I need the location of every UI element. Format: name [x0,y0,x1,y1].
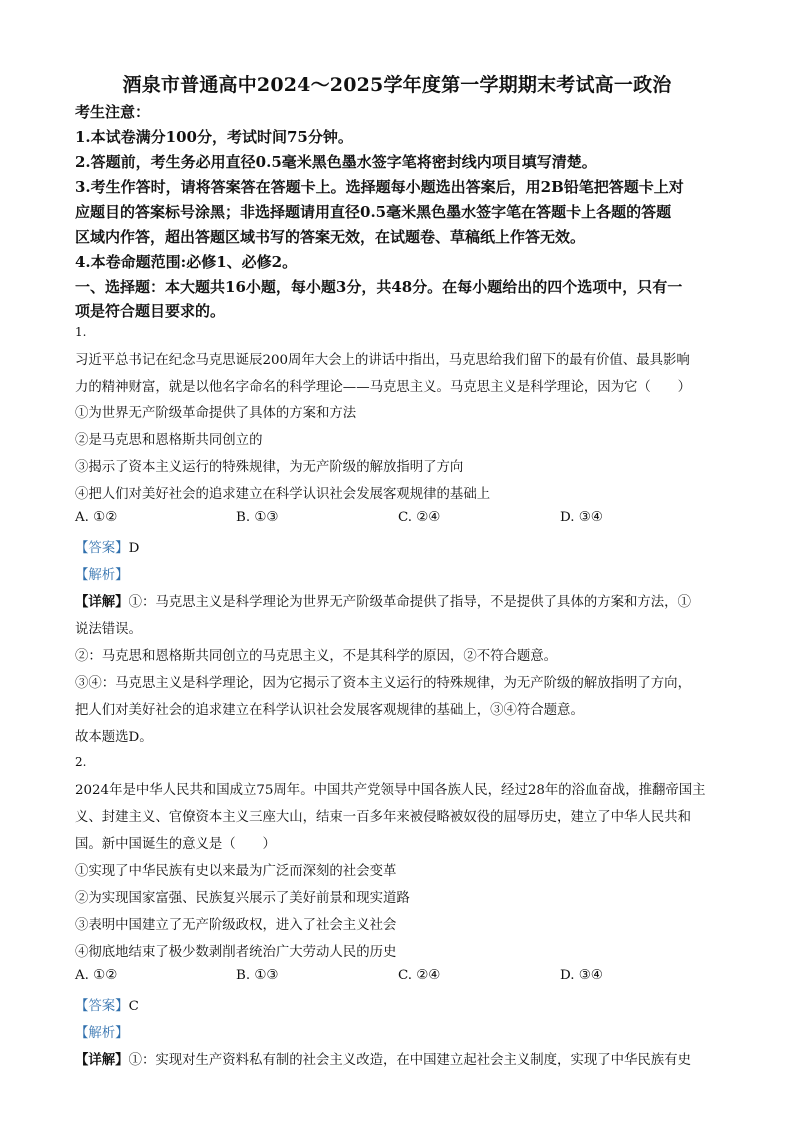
question-2-analysis-label: 【解析】 [75,1026,129,1041]
question-1-statement-1: ①为世界无产阶级革命提供了具体的方案和方法 [75,406,357,421]
question-2-statement-3: ③表明中国建立了无产阶级政权，进入了社会主义社会 [75,918,397,933]
question-2-option-c: C. ②④ [398,968,441,983]
notice-item-3-cont: 应题目的答案标号涂黑；非选择题请用直径0.5毫米黑色墨水签字笔在答题卡上各题的答题 [75,203,672,221]
notice-item-1: 1.本试卷满分100分，考试时间75分钟。 [75,128,353,146]
question-2-option-b: B. ①③ [236,968,279,983]
question-1-detail-line-6: 故本题选D。 [75,730,153,745]
question-1-option-a: A. ①② [75,510,118,525]
question-2-number: 2. [75,755,87,769]
question-1-detail-line-3: ②：马克思和恩格斯共同创立的马克思主义，不是其科学的原因，②不符合题意。 [75,649,558,664]
question-2-option-a: A. ①② [75,968,118,983]
question-2-statement-4: ④彻底地结束了极少数剥削者统治广大劳动人民的历史 [75,945,397,960]
detail-label: 【详解】 [75,1052,129,1068]
page-title: 酒泉市普通高中2024～2025学年度第一学期期末考试高一政治 [122,74,672,96]
section-heading: 一、选择题：本大题共16小题，每小题3分，共48分。在每小题给出的四个选项中，只有一 [75,278,683,296]
question-1-stem: 习近平总书记在纪念马克思诞辰200周年大会上的讲话中指出，马克思给我们留下的最有价值、最具影响 [75,353,690,368]
question-1-statement-4: ④把人们对美好社会的追求建立在科学认识社会发展客观规律的基础上 [75,487,491,502]
detail-label: 【详解】 [75,594,129,610]
question-1-detail [75,591,691,610]
notice-item-3: 3.考生作答时，请将答案答在答题卡上。选择题每小题选出答案后，用2B铅笔把答题卡上对 [75,178,684,196]
notice-heading: 考生注意： [75,103,151,121]
answer-value: D [128,541,140,556]
question-1-detail-line-2: 说法错误。 [75,622,142,637]
question-2-detail [75,1049,691,1068]
question-1-option-b: B. ①③ [236,510,279,525]
question-1-detail-line-4: ③④：马克思主义是科学理论，因为它揭示了资本主义运行的特殊规律，为无产阶级的解放指明了方向， [75,676,691,691]
question-1-answer [75,537,139,556]
notice-item-2: 2.答题前，考生务必用直径0.5毫米黑色墨水签字笔将密封线内项目填写清楚。 [75,153,597,171]
question-2-statement-2: ②为实现国家富强、民族复兴展示了美好前景和现实道路 [75,891,410,906]
answer-value: C [128,999,139,1014]
detail-line-1: ①：实现对生产资料私有制的社会主义改造，在中国建立起社会主义制度，实现了中华民族有史 [128,1053,691,1068]
notice-item-3-cont2: 区域内作答，超出答题区域书写的答案无效，在试题卷、草稿纸上作答无效。 [75,228,586,246]
question-1-option-c: C. ②④ [398,510,441,525]
question-2-answer [75,995,139,1014]
answer-label: 【答案】 [75,541,129,556]
question-2-statement-1: ①实现了中华民族有史以来最为广泛而深刻的社会变革 [75,864,397,879]
question-1-statement-3: ③揭示了资本主义运行的特殊规律，为无产阶级的解放指明了方向 [75,460,464,475]
question-2-stem-cont: 义、封建主义、官僚资本主义三座大山，结束一百多年来被侵略被奴役的屈辱历史，建立了中华人民共和 [75,810,691,825]
question-1-number: 1. [75,325,87,339]
question-1-statement-2: ②是马克思和恩格斯共同创立的 [75,433,263,448]
question-1-analysis-label: 【解析】 [75,568,129,583]
detail-line-1: ①：马克思主义是科学理论为世界无产阶级革命提供了指导，不是提供了具体的方案和方法，① [128,595,691,610]
question-1-option-d: D. ③④ [560,510,603,525]
question-2-stem: 2024年是中华人民共和国成立75周年。中国共产党领导中国各族人民，经过28年的浴血奋战，推翻帝国主 [75,783,706,798]
question-1-detail-line-5: 把人们对美好社会的追求建立在科学认识社会发展客观规律的基础上，③④符合题意。 [75,703,584,718]
question-2-option-d: D. ③④ [560,968,603,983]
notice-item-4: 4.本卷命题范围:必修1、必修2。 [75,253,298,271]
question-1-stem-cont: 力的精神财富，就是以他名字命名的科学理论——马克思主义。马克思主义是科学理论，因为它（ ） [75,380,691,395]
answer-label: 【答案】 [75,999,129,1014]
question-2-stem-cont2: 国。新中国诞生的意义是（ ） [75,837,276,852]
section-heading-cont: 项是符合题目要求的。 [75,302,226,320]
